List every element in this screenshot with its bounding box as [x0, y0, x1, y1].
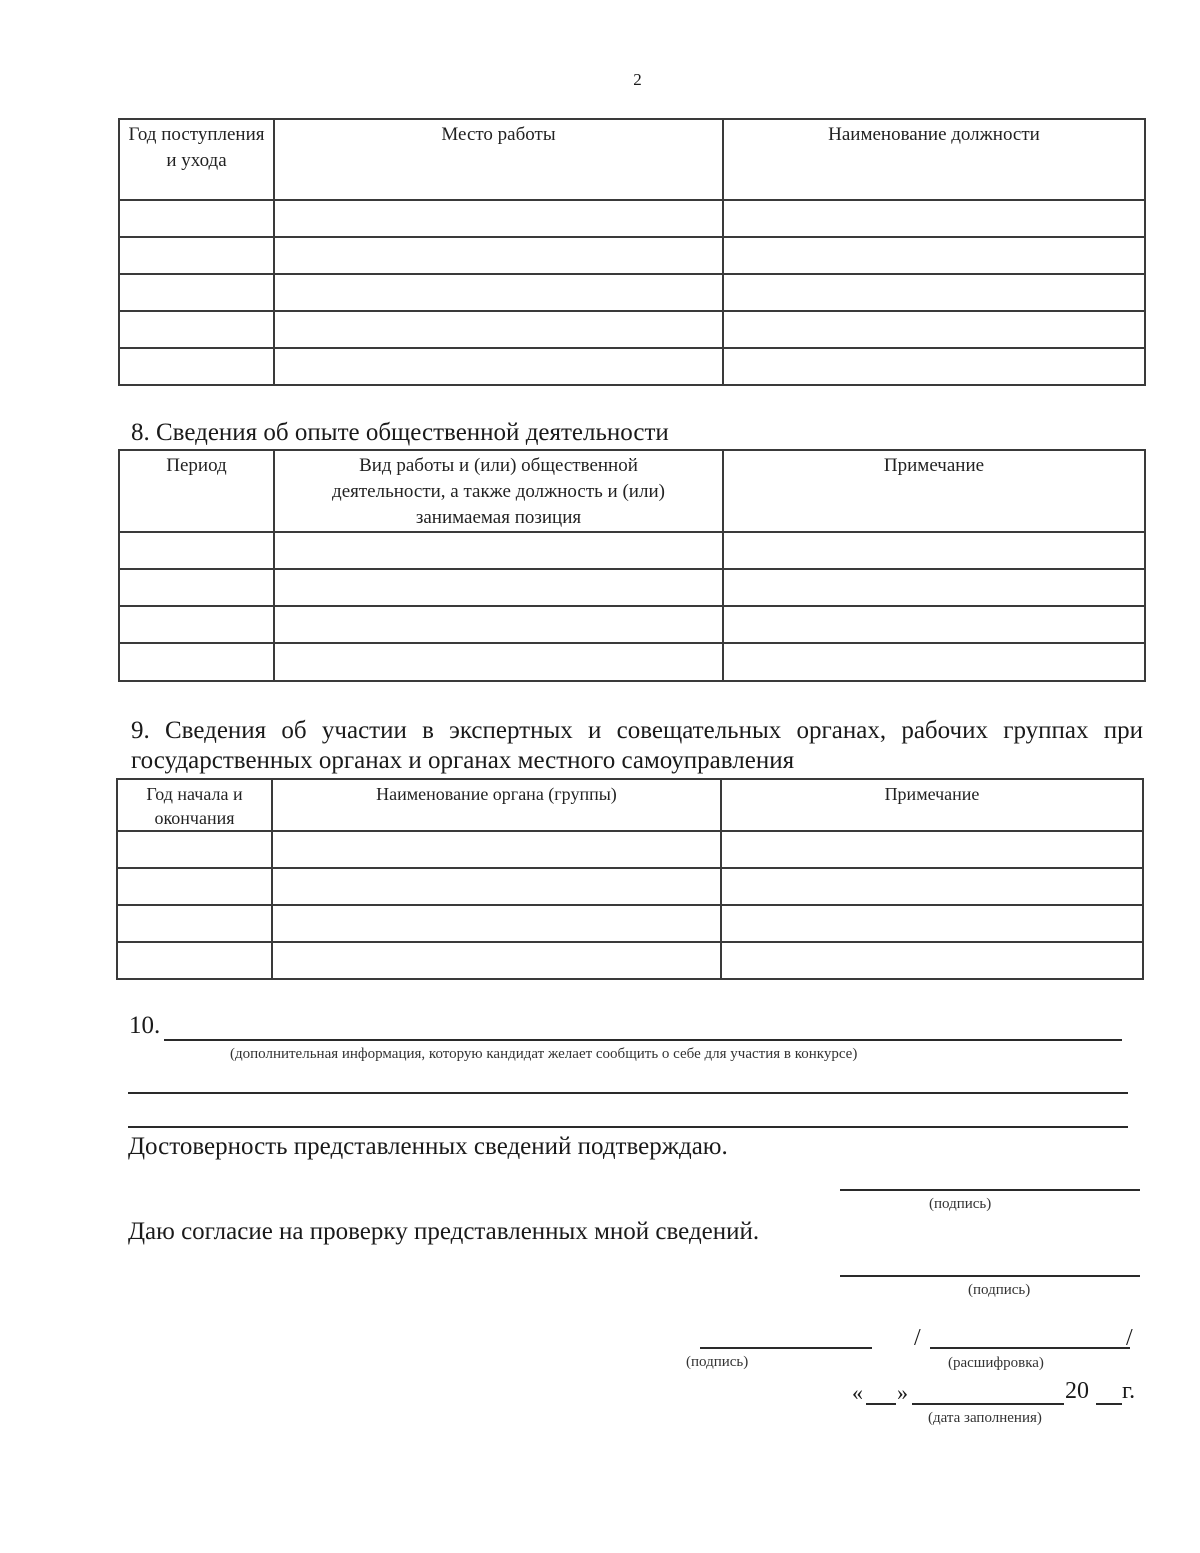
- column-header: Год начала и окончания: [117, 779, 272, 831]
- table-row: [119, 311, 1145, 348]
- table-row: [119, 606, 1145, 643]
- table-cell[interactable]: [272, 831, 721, 868]
- table-row: [119, 569, 1145, 606]
- date-open-quote: «: [852, 1380, 863, 1405]
- table-cell[interactable]: [119, 200, 274, 237]
- date-month-field[interactable]: [912, 1403, 1064, 1405]
- table-cell[interactable]: [274, 274, 723, 311]
- column-header: Вид работы и (или) общественной деятельности, а также должность и (или) занимаемая позиция: [274, 450, 723, 532]
- table-cell[interactable]: [721, 905, 1143, 942]
- column-header: Наименование органа (группы): [272, 779, 721, 831]
- section-9-title: 9. Сведения об участии в экспертных и совещательных органах, рабочих группах при государственных органах и органах местного самоуправления: [131, 717, 1143, 774]
- signature-caption: (подпись): [686, 1354, 749, 1370]
- table-cell[interactable]: [721, 942, 1143, 979]
- table-cell[interactable]: [272, 942, 721, 979]
- date-year-prefix: 20: [1065, 1378, 1089, 1404]
- table-row: [119, 643, 1145, 681]
- confirmation-text: Достоверность представленных сведений подтверждаю.: [128, 1133, 728, 1160]
- table-row: [117, 942, 1143, 979]
- signature-line[interactable]: [700, 1347, 872, 1349]
- table-cell[interactable]: [274, 569, 723, 606]
- section-8-title: 8. Сведения об опыте общественной деятельности: [131, 419, 669, 446]
- table-cell[interactable]: [274, 606, 723, 643]
- additional-info-line[interactable]: [128, 1126, 1128, 1128]
- work-history-table: [118, 118, 1146, 386]
- table-cell[interactable]: [274, 200, 723, 237]
- table-header-row: [119, 119, 1145, 200]
- table-cell[interactable]: [272, 905, 721, 942]
- table-row: [119, 532, 1145, 569]
- date-year-suffix: г.: [1122, 1378, 1136, 1404]
- section-10-number: 10.: [129, 1012, 161, 1039]
- consent-text: Даю согласие на проверку представленных мной сведений.: [128, 1218, 760, 1245]
- table-cell[interactable]: [274, 532, 723, 569]
- table-cell[interactable]: [119, 606, 274, 643]
- table-cell[interactable]: [274, 643, 723, 681]
- column-header: Год поступления и ухода: [119, 119, 274, 200]
- table-header-row: [117, 779, 1143, 831]
- signature-line[interactable]: [840, 1189, 1140, 1191]
- table-cell[interactable]: [272, 868, 721, 905]
- signature-caption: (подпись): [968, 1282, 1031, 1298]
- table-row: [117, 831, 1143, 868]
- additional-info-line[interactable]: [164, 1039, 1122, 1041]
- table-cell[interactable]: [119, 311, 274, 348]
- decode-caption: (расшифровка): [948, 1355, 1044, 1371]
- table-row: [117, 868, 1143, 905]
- table-cell[interactable]: [721, 868, 1143, 905]
- table-cell[interactable]: [723, 274, 1145, 311]
- date-close-quote: »: [897, 1380, 908, 1405]
- table-row: [119, 237, 1145, 274]
- table-cell[interactable]: [119, 274, 274, 311]
- column-header: Примечание: [721, 779, 1143, 831]
- date-caption: (дата заполнения): [928, 1410, 1042, 1426]
- column-header: Примечание: [723, 450, 1145, 532]
- page-number: 2: [633, 70, 642, 89]
- table-cell[interactable]: [119, 532, 274, 569]
- table-cell[interactable]: [721, 831, 1143, 868]
- name-decode-line[interactable]: [930, 1347, 1130, 1349]
- date-day-field[interactable]: [866, 1403, 896, 1405]
- additional-info-caption: (дополнительная информация, которую кандидат желает сообщить о себе для участия в конкурсе): [230, 1046, 858, 1062]
- table-row: [119, 200, 1145, 237]
- table-cell[interactable]: [723, 532, 1145, 569]
- table-cell[interactable]: [274, 237, 723, 274]
- table-cell[interactable]: [274, 348, 723, 385]
- table-cell[interactable]: [723, 606, 1145, 643]
- table-header-row: [119, 450, 1145, 532]
- signature-caption: (подпись): [929, 1196, 992, 1212]
- table-cell[interactable]: [723, 643, 1145, 681]
- slash-separator: /: [914, 1325, 921, 1351]
- table-cell[interactable]: [274, 311, 723, 348]
- table-cell[interactable]: [723, 569, 1145, 606]
- slash-separator: /: [1126, 1325, 1133, 1351]
- expert-bodies-table: [116, 778, 1144, 980]
- table-cell[interactable]: [117, 942, 272, 979]
- column-header: Период: [119, 450, 274, 532]
- table-row: [119, 274, 1145, 311]
- table-cell[interactable]: [119, 348, 274, 385]
- table-cell[interactable]: [117, 905, 272, 942]
- additional-info-line[interactable]: [128, 1092, 1128, 1094]
- table-cell[interactable]: [723, 311, 1145, 348]
- column-header: Место работы: [274, 119, 723, 200]
- table-cell[interactable]: [723, 348, 1145, 385]
- table-cell[interactable]: [119, 569, 274, 606]
- table-cell[interactable]: [117, 831, 272, 868]
- date-year-field[interactable]: [1096, 1403, 1122, 1405]
- column-header: Наименование должности: [723, 119, 1145, 200]
- table-cell[interactable]: [723, 200, 1145, 237]
- table-row: [119, 348, 1145, 385]
- table-cell[interactable]: [119, 643, 274, 681]
- table-cell[interactable]: [723, 237, 1145, 274]
- table-row: [117, 905, 1143, 942]
- table-cell[interactable]: [117, 868, 272, 905]
- signature-line[interactable]: [840, 1275, 1140, 1277]
- table-cell[interactable]: [119, 237, 274, 274]
- public-activity-table: [118, 449, 1146, 682]
